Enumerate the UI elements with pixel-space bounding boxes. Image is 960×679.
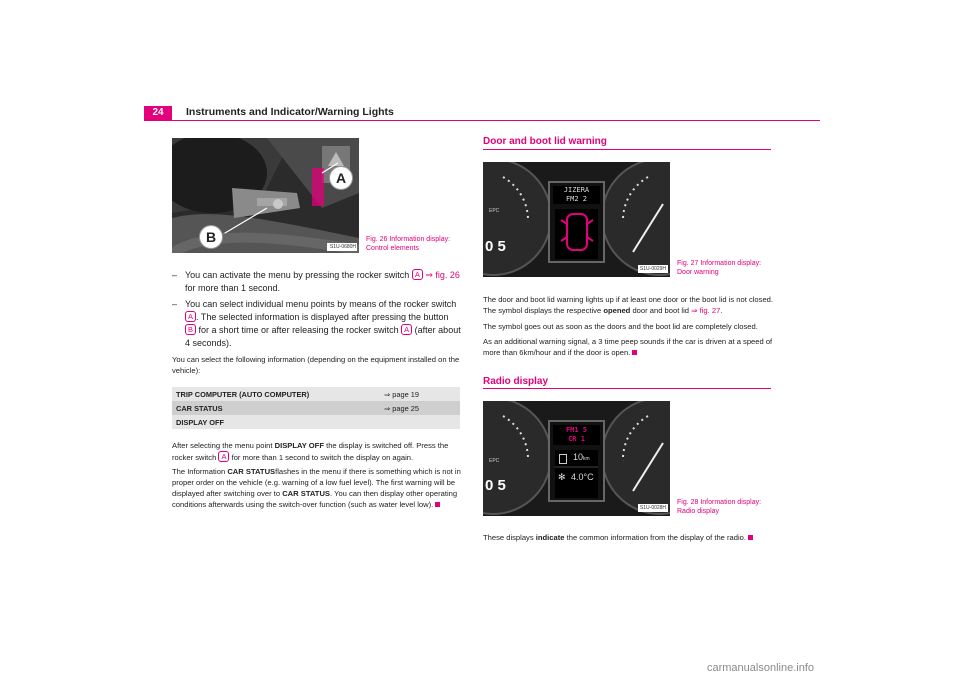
odometer-readout: 0 5 [485, 238, 506, 255]
fig28-image [483, 401, 670, 516]
car-status-paragraph: The Information CAR STATUSflashes in the menu if there is something which is not in proper order on the vehicle (e.g. warning of a low fuel level). The first warning will be displayed after switching over to CAR STATUS. You can then display other operating conditions afterwards using the switch-over function (such as water level low). [172, 467, 461, 509]
fig27-image [483, 162, 670, 277]
watermark: carmanualsonline.info [706, 662, 814, 674]
menu-row [172, 415, 460, 429]
fig26-caption-line2: Control elements [366, 245, 419, 252]
menu-row [172, 387, 460, 401]
rocker-switch-marker: A [401, 324, 412, 335]
radio-screen-line1: FM1 5 [565, 426, 588, 434]
epc-indicator: EPC [489, 458, 500, 464]
door-warning-paragraph-3: As an additional warning signal, a 3 time peep sounds if the car is driven at a speed of more than 6km/hour and if the door is open. [483, 337, 773, 357]
instrument-cluster-door [483, 162, 670, 277]
range-readout: 10km [573, 452, 590, 462]
door-warning-paragraph-2: The symbol goes out as soon as the doors and the boot lid are completely closed. [483, 322, 758, 331]
step1-text-b: for more than 1 second. [185, 283, 281, 293]
fig27-caption-line2: Door warning [677, 269, 719, 276]
fig27-image-code: S1U-0029H [639, 266, 667, 272]
menu-item: DISPLAY OFF [176, 417, 225, 427]
section-end-marker [632, 350, 637, 355]
menu-item: CAR STATUS [176, 403, 223, 413]
display-off-term: DISPLAY OFF [274, 441, 324, 450]
running-header: Instruments and Indicator/Warning Lights [186, 106, 394, 118]
temperature-readout: 4.0°C [571, 472, 594, 482]
menu-page-ref[interactable]: ⇒ page 19 [384, 389, 419, 399]
fig28-image-code: S1U-0028H [639, 505, 667, 511]
step-activate-menu: – You can activate the menu by pressing the rocker switch A ⇒ fig. 26 for more than 1 second. [172, 270, 460, 293]
label-a-circle: A [329, 166, 353, 190]
door-screen-line2: FM2 2 [565, 195, 588, 203]
car-status-term: CAR STATUS [282, 489, 330, 498]
step2-text-c: for a short time or after releasing the rocker switch [198, 325, 399, 335]
door-screen-line1: JIZERA [563, 186, 590, 194]
page-number: 24 [144, 106, 172, 120]
radio-screen-line2: CR 1 [568, 435, 585, 443]
indicate-term: indicate [535, 533, 565, 542]
door-warning-paragraph-1: The door and boot lid warning lights up if at least one door or the boot lid is not closed. The symbol displays the respective opened door and boot lid ⇒ fig. 27. [483, 295, 774, 315]
fig27-caption [677, 259, 777, 277]
label-b-circle: B [199, 225, 223, 249]
menu-page-ref[interactable]: ⇒ page 25 [384, 403, 419, 413]
snowflake-icon: ✻ [558, 472, 566, 482]
opened-term: opened [603, 306, 631, 315]
menu-intro: You can select the following information (depending on the equipment installed on the vehicle): [172, 355, 460, 375]
epc-indicator: EPC [489, 208, 500, 214]
menu-row [172, 401, 460, 415]
section-end-marker [435, 502, 440, 507]
fig26-caption [366, 235, 466, 253]
radio-display-heading: Radio display [483, 376, 549, 387]
fig28-caption [677, 498, 777, 516]
section-end-marker [748, 535, 753, 540]
fig26-reference-link[interactable]: ⇒ fig. 26 [425, 270, 460, 280]
car-status-term: CAR STATUS [227, 467, 276, 476]
step2-text-a: You can select individual menu points by means of the rocker switch [185, 299, 457, 309]
step-select-points: – You can select individual menu points by means of the rocker switch A . The selected information is displayed after pressing the button B for a short time or after releasing the rocker switch A (after about 4 seconds). [172, 299, 461, 348]
fig26-image-code: S1U-0680H [329, 244, 357, 250]
button-marker: B [185, 324, 196, 335]
rocker-switch-marker: A [412, 269, 423, 280]
step2-text-d: (after about 4 seconds). [185, 325, 461, 348]
step1-text-a: You can activate the menu by pressing the rocker switch [185, 270, 410, 280]
fig27-caption-line1: Fig. 27 Information display: [677, 260, 762, 267]
menu-options-table [172, 387, 460, 429]
radio-heading-rule [483, 388, 771, 389]
fig28-caption-line2: Radio display [677, 508, 720, 515]
fig26-caption-line1: Fig. 26 Information display: [366, 236, 451, 243]
odometer-readout: 0 5 [485, 477, 506, 494]
fig26-image [172, 138, 359, 253]
fig28-caption-line1: Fig. 28 Information display: [677, 499, 762, 506]
fuel-pump-icon [559, 454, 567, 464]
display-off-paragraph: After selecting the menu point DISPLAY OFF the display is switched off. Press the rocker switch A for more than 1 second to switch the display on again. [172, 441, 449, 462]
step2-text-b: . The selected information is displayed after pressing the button [196, 312, 449, 322]
menu-page-ref [380, 415, 460, 429]
door-heading-rule [483, 149, 771, 150]
radio-paragraph: These displays indicate the common information from the display of the radio. [483, 532, 783, 543]
rocker-switch-marker: A [218, 451, 229, 462]
door-warning-heading: Door and boot lid warning [483, 136, 607, 147]
header-rule [144, 120, 820, 121]
menu-item: TRIP COMPUTER (AUTO COMPUTER) [176, 389, 310, 399]
rocker-switch-marker: A [185, 311, 196, 322]
fig27-reference-link[interactable]: ⇒ fig. 27 [691, 306, 721, 315]
